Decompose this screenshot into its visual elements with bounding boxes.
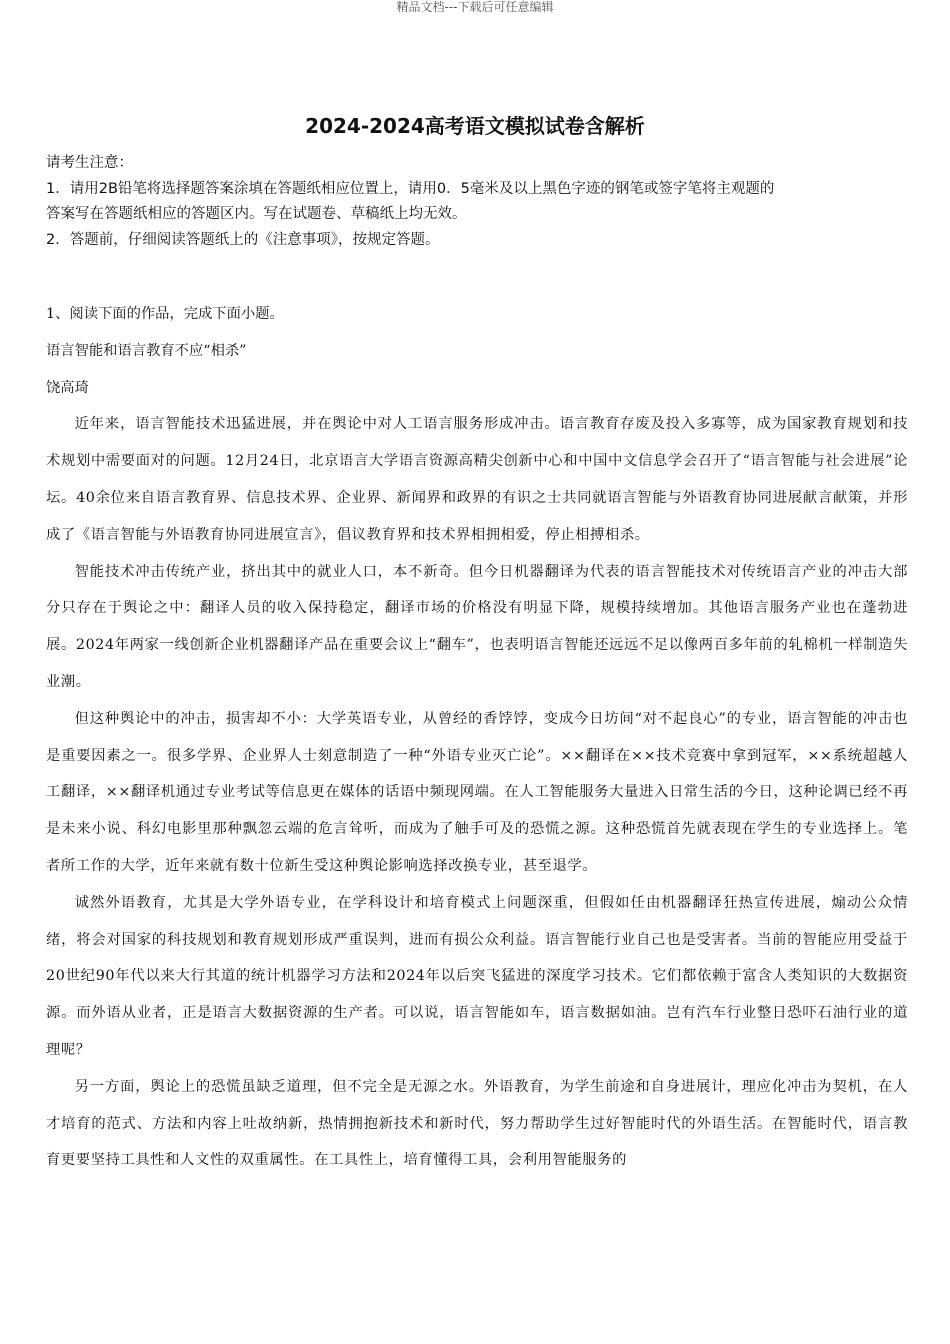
article-author: 饶高琦	[46, 379, 89, 396]
page-header: 精品文档---下载后可任意编辑	[396, 0, 554, 14]
article-paragraph: 近年来，语言智能技术迅猛进展，并在舆论中对人工语言服务形成冲击。语言教育存废及投入多寡等，成为国家教育规划和技术规划中需要面对的问题。12月24日，北京语言大学语言资源高精尖创新中心和中国中文信息学会召开了“语言智能与社会进展”论坛。40余位来自语言教育界、信息技术界、企业界、新闻界和政界的有识之士共同就语言智能与外语教育协同进展献言献策，并形成了《语言智能与外语教育协同进展宣言》，倡议教育界和技术界相拥相爱，停止相搏相杀。	[46, 416, 908, 543]
article-title: 语言智能和语言教育不应“相杀”	[46, 342, 247, 359]
notice-heading: 请考生注意：	[46, 155, 133, 171]
exam-notice	[46, 151, 906, 253]
question-intro: 1、阅读下面的作品，完成下面小题。	[46, 306, 284, 322]
article-paragraph: 另一方面，舆论上的恐慌虽缺乏道理，但不完全是无源之水。外语教育，为学生前途和自身进展计，理应化冲击为契机，在人才培育的范式、方法和内容上吐故纳新，热情拥抱新技术和新时代，努力帮助学生过好智能时代的外语生活。在智能时代，语言教育更要坚持工具性和人文性的双重属性。在工具性上，培育懂得工具，会利用智能服务的	[46, 1078, 908, 1169]
document-title: 2024-2024高考语文模拟试卷含解析	[305, 114, 645, 138]
notice-item-1-line-2: 答案写在答题纸相应的答题区内。写在试题卷、草稿纸上均无效。	[46, 206, 467, 222]
notice-item-1-line-1: 1．请用2B铅笔将选择题答案涂填在答题纸相应位置上，请用0．5毫米及以上黑色字迹的钢笔或签字笔将主观题的	[46, 180, 775, 197]
article-paragraph: 但这种舆论中的冲击，损害却不小：大学英语专业，从曾经的香饽饽，变成今日坊间“对不起良心”的专业，语言智能的冲击也是重要因素之一。很多学界、企业界人士刻意制造了一种“外语专业灭亡论”。××翻译在××技术竞赛中拿到冠军，××系统超越人工翻译，××翻译机通过专业考试等信息更在媒体的话语中频现网端。在人工智能服务大量进入日常生活的今日，这种论调已经不再是未来小说、科幻电影里那种飘忽云端的危言耸听，而成为了触手可及的恐慌之源。这种恐慌首先就表现在学生的专业选择上。笔者所工作的大学，近年来就有数十位新生受这种舆论影响选择改换专业，甚至退学。	[46, 710, 908, 874]
article-paragraph: 诚然外语教育，尤其是大学外语专业，在学科设计和培育模式上问题深重，但假如任由机器翻译狂热宣传进展，煽动公众情绪，将会对国家的科技规划和教育规划形成严重误判，进而有损公众利益。语言智能行业自己也是受害者。当前的智能应用受益于20世纪90年代以来大行其道的统计机器学习方法和2024年以后突飞猛进的深度学习技术。它们都依赖于富含人类知识的大数据资源。而外语从业者，正是语言大数据资源的生产者。可以说，语言智能如车，语言数据如油。岂有汽车行业整日恐吓石油行业的道理呢？	[46, 894, 908, 1058]
article-paragraph: 智能技术冲击传统产业，挤出其中的就业人口，本不新奇。但今日机器翻译为代表的语言智能技术对传统语言产业的冲击大部分只存在于舆论之中：翻译人员的收入保持稳定，翻译市场的价格没有明显下降，规模持续增加。其他语言服务产业也在蓬勃进展。2024年两家一线创新企业机器翻译产品在重要会议上“翻车”，也表明语言智能还远远不足以像两百多年前的轧棉机一样制造失业潮。	[46, 563, 908, 690]
notice-item-2: 2．答题前，仔细阅读答题纸上的《注意事项》，按规定答题。	[46, 231, 440, 248]
question-1	[46, 296, 908, 1179]
